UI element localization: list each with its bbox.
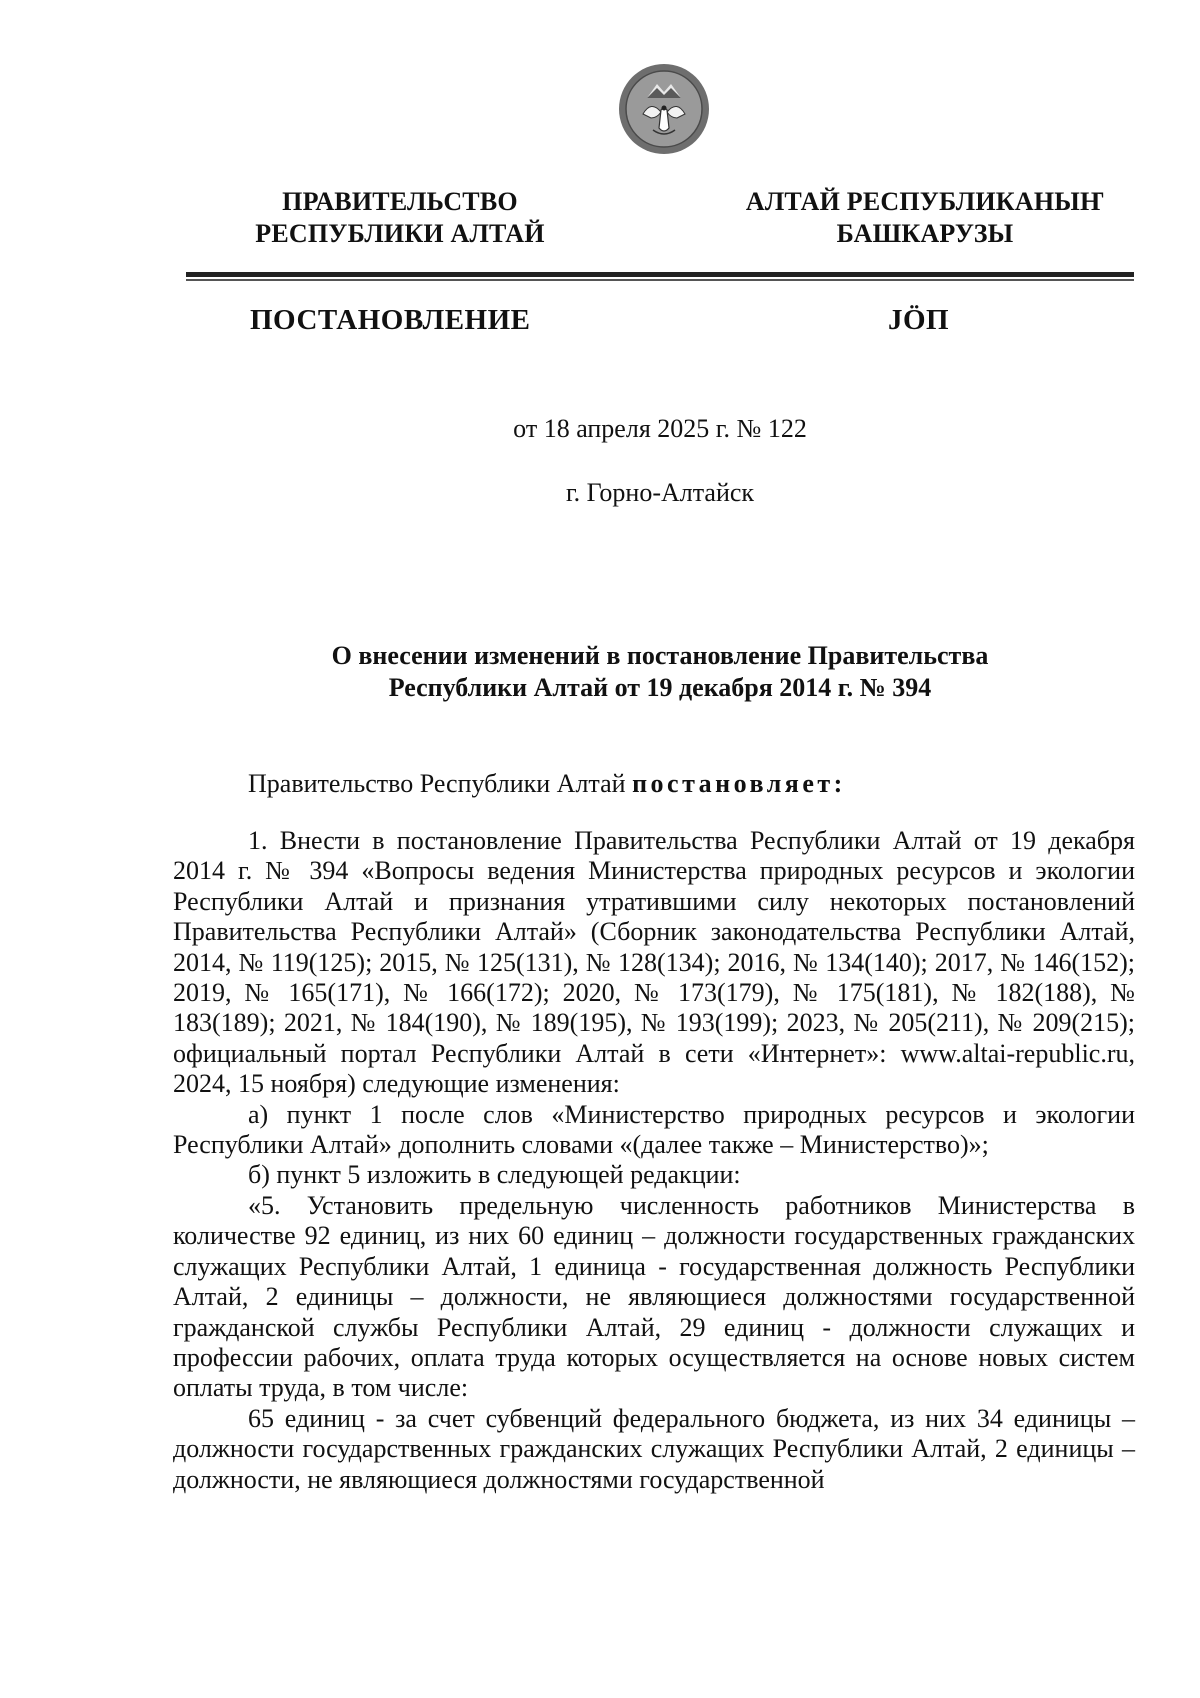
government-name-ru-line2: РЕСПУБЛИКИ АЛТАЙ bbox=[255, 219, 545, 248]
doc-type-ru: ПОСТАНОВЛЕНИЕ bbox=[250, 304, 531, 336]
document-city: г. Горно-Алтайск bbox=[565, 478, 755, 507]
government-name-ru bbox=[245, 186, 555, 250]
document-title bbox=[240, 640, 1080, 704]
paragraph-b: б) пункт 5 изложить в следующей редакции: bbox=[248, 1160, 741, 1190]
paragraph-65: 65 единиц - за счет субвенций федерального бюджета, из них 34 единицы – должности государственных гражданских служащих Республики Алтай, 2 единицы – должности, не являющиеся должностями государственной bbox=[173, 1403, 1135, 1494]
coat-of-arms-emblem bbox=[617, 62, 711, 156]
document-title-line1: О внесении изменений в постановление Правительства bbox=[331, 641, 989, 670]
government-name-ru-line1: ПРАВИТЕЛЬСТВО bbox=[282, 187, 518, 216]
government-name-alt-line2: БАШКАРУЗЫ bbox=[836, 219, 1014, 248]
header-divider bbox=[186, 272, 1134, 277]
paragraph-5: «5. Установить предельную численность работников Министерства в количестве 92 единиц, из них 60 единиц – должности государственных гражданских служащих Республики Алтай, 1 единица - государственная должность Республики Алтай, 2 единицы – должности, не являющиеся должностями государственной гражданской службы Республики Алтай, 29 единиц - должности служащих и профессии рабочих, оплата труда которых осуществляется на основе новых систем оплаты труда, в том числе: bbox=[173, 1190, 1135, 1403]
intro-verb: постановляет: bbox=[632, 769, 846, 798]
document-title-line2: Республики Алтай от 19 декабря 2014 г. № 394 bbox=[388, 673, 932, 702]
header-divider-thin bbox=[186, 279, 1134, 281]
government-name-alt bbox=[735, 186, 1115, 250]
paragraph-a: а) пункт 1 после слов «Министерство природных ресурсов и экологии Республики Алтай» дополнить словами «(далее также – Министерство)»; bbox=[173, 1099, 1135, 1160]
doc-type-alt: JӦП bbox=[888, 304, 950, 336]
document-date-number: от 18 апреля 2025 г. № 122 bbox=[513, 414, 807, 443]
paragraph-1: 1. Внести в постановление Правительства Республики Алтай от 19 декабря 2014 г. № 394 «Вопросы ведения Министерства природных ресурсов и экологии Республики Алтай и признания утратившими силу некоторых постановлений Правительства Республики Алтай» (Сборник законодательства Республики Алтай, 2014, № 119(125); 2015, № 125(131), № 128(134); 2016, № 134(140); 2017, № 146(152); 2019, № 165(171), № 166(172); 2020, № 173(179), № 175(181), № 182(188), № 183(189); 2021, № 184(190), № 189(195), № 193(199); 2023, № 205(211), № 209(215); официальный портал Республики Алтай в сети «Интернет»: www.altai-republic.ru, 2024, 15 ноября) следующие изменения: bbox=[173, 826, 1135, 1099]
government-name-alt-line1: АЛТАЙ РЕСПУБЛИКАНЫҤ bbox=[745, 187, 1105, 216]
document-body bbox=[173, 826, 1135, 1495]
intro-line bbox=[248, 768, 846, 800]
intro-text: Правительство Республики Алтай bbox=[248, 769, 633, 798]
